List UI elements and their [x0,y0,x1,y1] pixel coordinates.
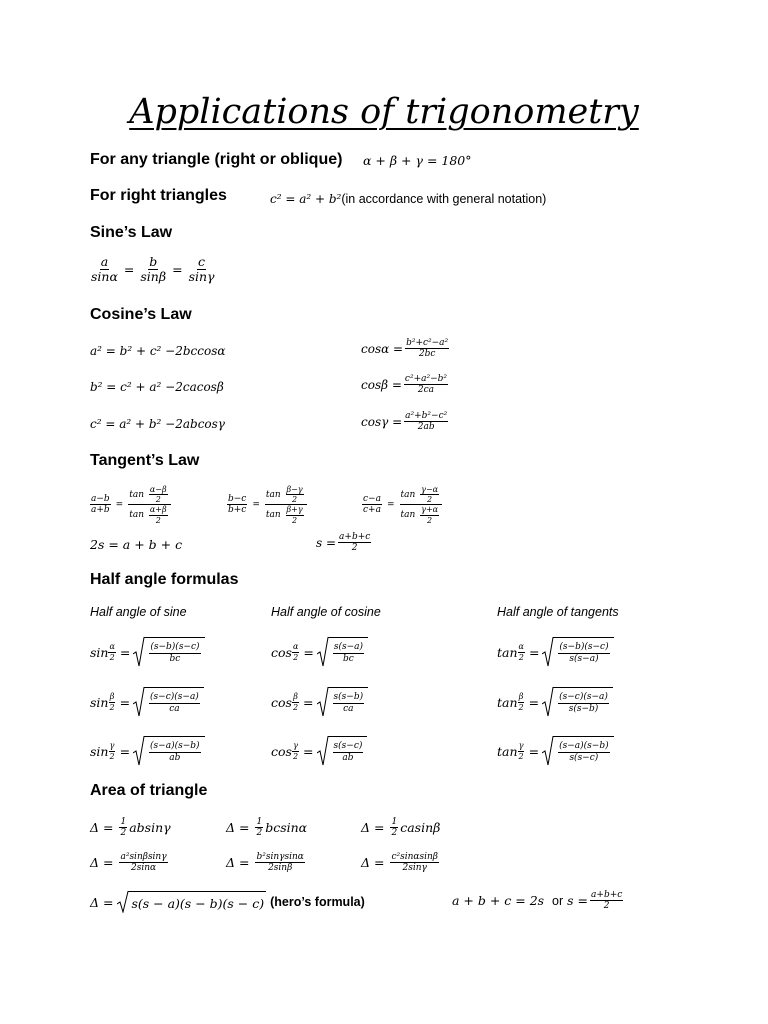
sine-ratio-b: $\frac{b}{\sin\beta}$ [140,254,167,285]
sqrt-sign: $\frac{s(s-b)}{ca}$ [317,687,369,717]
perimeter-relation: a + b + c = 2s or s = $\frac{a+b+c}{2}$ [452,890,623,912]
area-formula-1: Δ = $\frac{1}{2}$ absinγ [90,817,171,839]
perimeter-formula: 2s = a + b + c [90,537,183,552]
cos-alpha-formula: cosα = $\frac{\text{b²+c²−a²}}{2bc}$ [361,338,449,360]
sqrt-sign: $\frac{(s-a)(s-b)}{s(s-c)}$ [542,736,614,766]
pythagoras-formula: c² = a² + b² [270,192,342,206]
tangent-law-bc: $\frac{b-c}{b+c}$ = tan $\frac{\beta-\gamma}{2}$ tan $\frac{\beta+\gamma}{2}$ [225,485,309,525]
angle-sum-formula: α + β + γ = 180° [363,153,472,168]
cosine-law-c: c² = a² + b² −2abcosγ [90,417,225,431]
cosine-law-b: b² = c² + a² −2cacosβ [90,380,224,394]
half-angle-tangent-3: tan $\frac{\gamma}{2}$ = $\frac{(s-a)(s-b)}{s(s-c)}$ [497,736,614,766]
area-sine-formula-2: Δ = $\frac{\text{b²sinγsinα}}{2\sin\beta}$ [226,852,304,874]
semi-perimeter-formula: s = $\frac{a+b+c}{2}$ [316,532,371,554]
sqrt-sign: $\frac{(s-c)(s-a)}{ca}$ [133,687,204,717]
sqrt-sign: s(s − a)(s − b)(s − c) [117,891,266,913]
sine-ratio-c: $\frac{c}{\sin\gamma}$ [188,254,215,285]
half-angle-tangent-2: tan $\frac{\beta}{2}$ = $\frac{(s-c)(s-a)}{s(s-b)}$ [497,687,613,717]
cos-beta-formula: cosβ = $\frac{\text{c²+a²−b²}}{2ca}$ [361,374,447,396]
cos-gamma-formula: cosγ = $\frac{\text{a²+b²−c²}}{2ab}$ [361,411,448,433]
sqrt-sign: $\frac{(s-a)(s-b)}{ab}$ [133,736,205,766]
area-sine-formula-1: Δ = $\frac{\text{a²sinβsinγ}}{2\sin\alpha}$ [90,852,167,874]
half-angle-sine-3: sin $\frac{\gamma}{2}$ = $\frac{(s-a)(s-b)}{ab}$ [90,736,205,766]
half-angle-cosine-title: Half angle of cosine [271,605,381,619]
heron-formula: Δ = s(s − a)(s − b)(s − c) (hero’s formula) [90,891,365,913]
half-angle-tangent-title: Half angle of tangents [497,605,619,619]
half-angle-sine-title: Half angle of sine [90,605,187,619]
half-angle-heading: Half angle formulas [90,571,239,588]
cosines-law-heading: Cosine’s Law [90,306,192,323]
sine-ratio-a: $\frac{a}{\sin\alpha}$ [91,254,118,285]
area-formula-2: Δ = $\frac{1}{2}$ bcsinα [226,817,308,839]
half-angle-cosine-1: cos $\frac{\alpha}{2}$ = $\frac{s(s-a)}{bc}$ [271,637,368,667]
sqrt-sign: $\frac{(s-c)(s-a)}{s(s-b)}$ [542,687,613,717]
pythagoras-line [270,190,546,208]
right-triangles-heading: For right triangles [90,187,227,204]
sines-law-heading: Sine’s Law [90,224,173,241]
half-angle-sine-2: sin $\frac{\beta}{2}$ = $\frac{(s-c)(s-a)}{ca}$ [90,687,204,717]
tangent-law-ca: $\frac{c-a}{c+a}$ = tan $\frac{\gamma-\alpha}{2}$ tan $\frac{\gamma+\alpha}{2}$ [360,485,444,525]
half-angle-cosine-3: cos $\frac{\gamma}{2}$ = $\frac{s(s-c)}{ab}$ [271,736,367,766]
pythagoras-note: (in accordance with general notation) [341,192,547,206]
any-triangle-heading: For any triangle (right or oblique) [90,151,343,168]
area-formula-3: Δ = $\frac{1}{2}$ casinβ [361,817,441,839]
half-angle-tangent-1: tan $\frac{\alpha}{2}$ = $\frac{(s-b)(s-c)}{s(s-a)}$ [497,637,614,667]
sqrt-sign: $\frac{s(s-a)}{bc}$ [317,637,368,667]
sqrt-sign: $\frac{(s-b)(s-c)}{s(s-a)}$ [542,637,613,667]
half-angle-cosine-2: cos $\frac{\beta}{2}$ = $\frac{s(s-b)}{ca}$ [271,687,368,717]
sines-law-formula: $\frac{a}{\sin\alpha}$ = $\frac{b}{\sin\beta}$ = $\frac{c}{\sin\gamma}$ [91,254,215,285]
area-sine-formula-3: Δ = $\frac{\text{c²sinαsinβ}}{2\sin\gamma}$ [361,852,438,874]
cosine-law-a: a² = b² + c² −2bccosα [90,344,226,358]
page-title: Applications of trigonometry [129,92,639,132]
half-angle-sine-1: sin $\frac{\alpha}{2}$ = $\frac{(s-b)(s-c)}{bc}$ [90,637,205,667]
area-heading: Area of triangle [90,782,208,799]
sqrt-sign: $\frac{s(s-c)}{ab}$ [317,736,368,766]
sqrt-sign: $\frac{(s-b)(s-c)}{bc}$ [133,637,204,667]
heron-label: (hero’s formula) [270,895,365,909]
tangents-law-heading: Tangent’s Law [90,452,200,469]
tangent-law-ab: $\frac{a-b}{a+b}$ = tan $\frac{\alpha-\beta}{2}$ tan $\frac{\alpha+\beta}{2}$ [88,485,173,525]
